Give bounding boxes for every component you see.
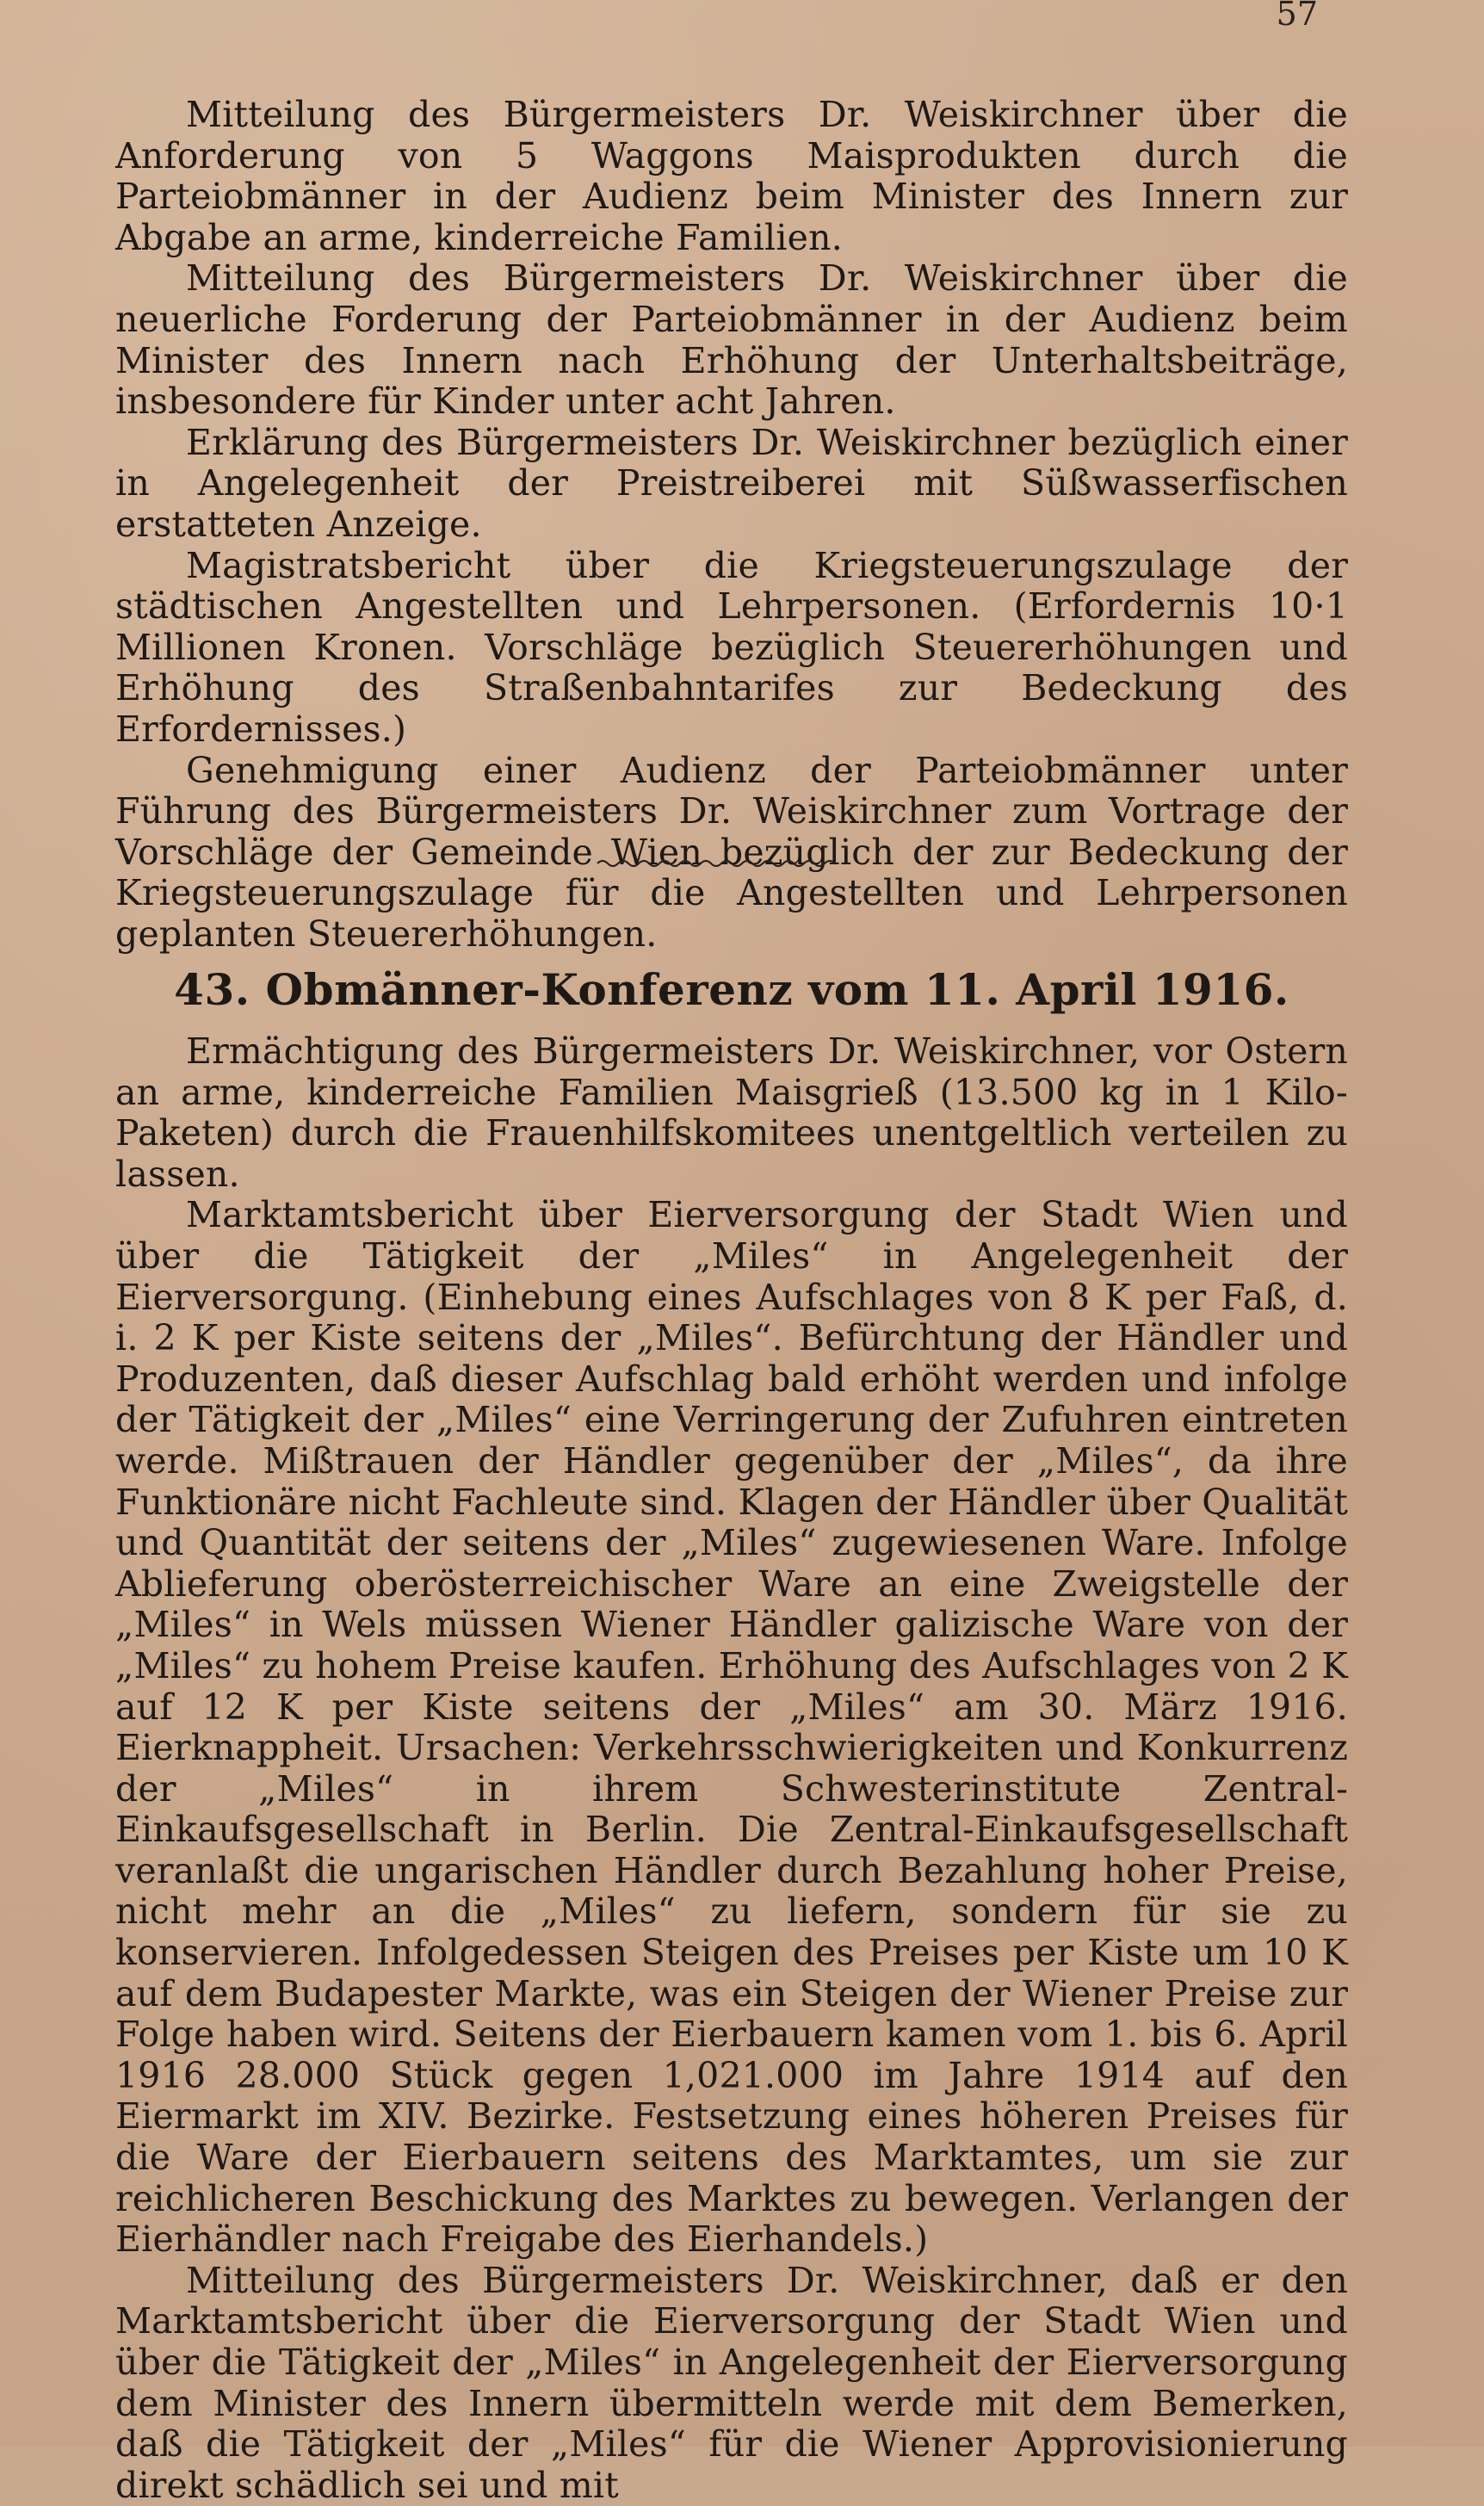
wavy-divider-ornament (594, 846, 852, 881)
paragraph: Genehmigung einer Audienz der Parteiobmänner unter Führung des Bürgermeisters Dr. Weiskirchner zum Vortrage der Vorschläge der Gemeinde Wien bezüglich der zur Bedeckung der Kriegsteuerungszulage für die Angestellten und Lehrpersonen geplanten Steuererhöhungen. (115, 749, 1348, 955)
section-heading: 43. Obmänner-Konferenz vom 11. April 1916. (174, 964, 1289, 1015)
paragraph: Ermächtigung des Bürgermeisters Dr. Weiskirchner, vor Ostern an arme, kinderreiche Familien Maisgrieß (13.500 kg in 1 Kilo-Paketen) durch die Frauenhilfskomitees unentgeltlich verteilen zu lassen. (115, 1030, 1348, 1195)
bottom-text-block (115, 1031, 1348, 2506)
top-text-block (115, 95, 1348, 955)
paragraph: Mitteilung des Bürgermeisters Dr. Weiskirchner über die Anforderung von 5 Waggons Maisprodukten durch die Parteiobmänner in der Audienz beim Minister des Innern zur Abgabe an arme, kinderreiche Familien. (115, 94, 1348, 258)
paragraph: Magistratsbericht über die Kriegsteuerungszulage der städtischen Angestellten und Lehrpersonen. (Erfordernis 10·1 Millionen Kronen. Vorschläge bezüglich Steuererhöhungen und Erhöhung des Straßenbahntarifes zur Bedeckung des Erfordernisses.) (115, 544, 1348, 750)
paragraph: Marktamtsbericht über Eierversorgung der Stadt Wien und über die Tätigkeit der „Miles“ in Angelegenheit der Eierversorgung. (Einhebung eines Aufschlages von 8 K per Faß, d. i. 2 K per Kiste seitens der „Miles“. Befürchtung der Händler und Produzenten, daß dieser Aufschlag bald erhöht werden und infolge der Tätigkeit der „Miles“ eine Verringerung der Zufuhren eintreten werde. Mißtrauen der Händler gegenüber der „Miles“, da ihre Funktionäre nicht Fachleute sind. Klagen der Händler über Qualität und Quantität der seitens der „Miles“ zugewiesenen Ware. Infolge Ablieferung oberösterreichischer Ware an eine Zweigstelle der „Miles“ in Wels müssen Wiener Händler galizische Ware von der „Miles“ zu hohem Preise kaufen. Erhöhung des Aufschlages von 2 K auf 12 K per Kiste seitens der „Miles“ am 30. März 1916. Eierknappheit. Ursachen: Verkehrsschwierigkeiten und Konkurrenz der „Miles“ in ihrem Schwesterinstitute Zentral-Einkaufsgesellschaft in Berlin. Die Zentral-Einkaufsgesellschaft veranlaßt die ungarischen Händler durch Bezahlung hoher Preise, nicht mehr an die „Miles“ zu liefern, sondern für sie zu konservieren. Infolgedessen Steigen des Preises per Kiste um 10 K auf dem Budapester Markte, was ein Steigen der Wiener Preise zur Folge haben wird. Seitens der Eierbauern kamen vom 1. bis 6. April 1916 28.000 Stück gegen 1,021.000 im Jahre 1914 auf den Eiermarkt im XIV. Bezirke. Festsetzung eines höheren Preises für die Ware der Eierbauern seitens des Marktamtes, um sie zur reichlicheren Beschickung des Marktes zu bewegen. Verlangen der Eierhändler nach Freigabe des Eierhandels.) (115, 1194, 1348, 2261)
paragraph: Mitteilung des Bürgermeisters Dr. Weiskirchner, daß er den Marktamtsbericht über die Eierversorgung der Stadt Wien und über die Tätigkeit der „Miles“ in Angelegenheit der Eierversorgung dem Minister des Innern übermitteln werde mit dem Bemerken, daß die Tätigkeit der „Miles“ für die Wiener Approvisionierung direkt schädlich sei und mit (115, 2259, 1348, 2506)
page-number: 57 (1276, 0, 1318, 33)
paragraph: Erklärung des Bürgermeisters Dr. Weiskirchner bezüglich einer in Angelegenheit der Preistreiberei mit Süßwasserfischen erstatteten Anzeige. (115, 421, 1348, 545)
paragraph: Mitteilung des Bürgermeisters Dr. Weiskirchner über die neuerliche Forderung der Parteiobmänner in der Audienz beim Minister des Innern nach Erhöhung der Unterhaltsbeiträge, insbesondere für Kinder unter acht Jahren. (115, 257, 1348, 423)
